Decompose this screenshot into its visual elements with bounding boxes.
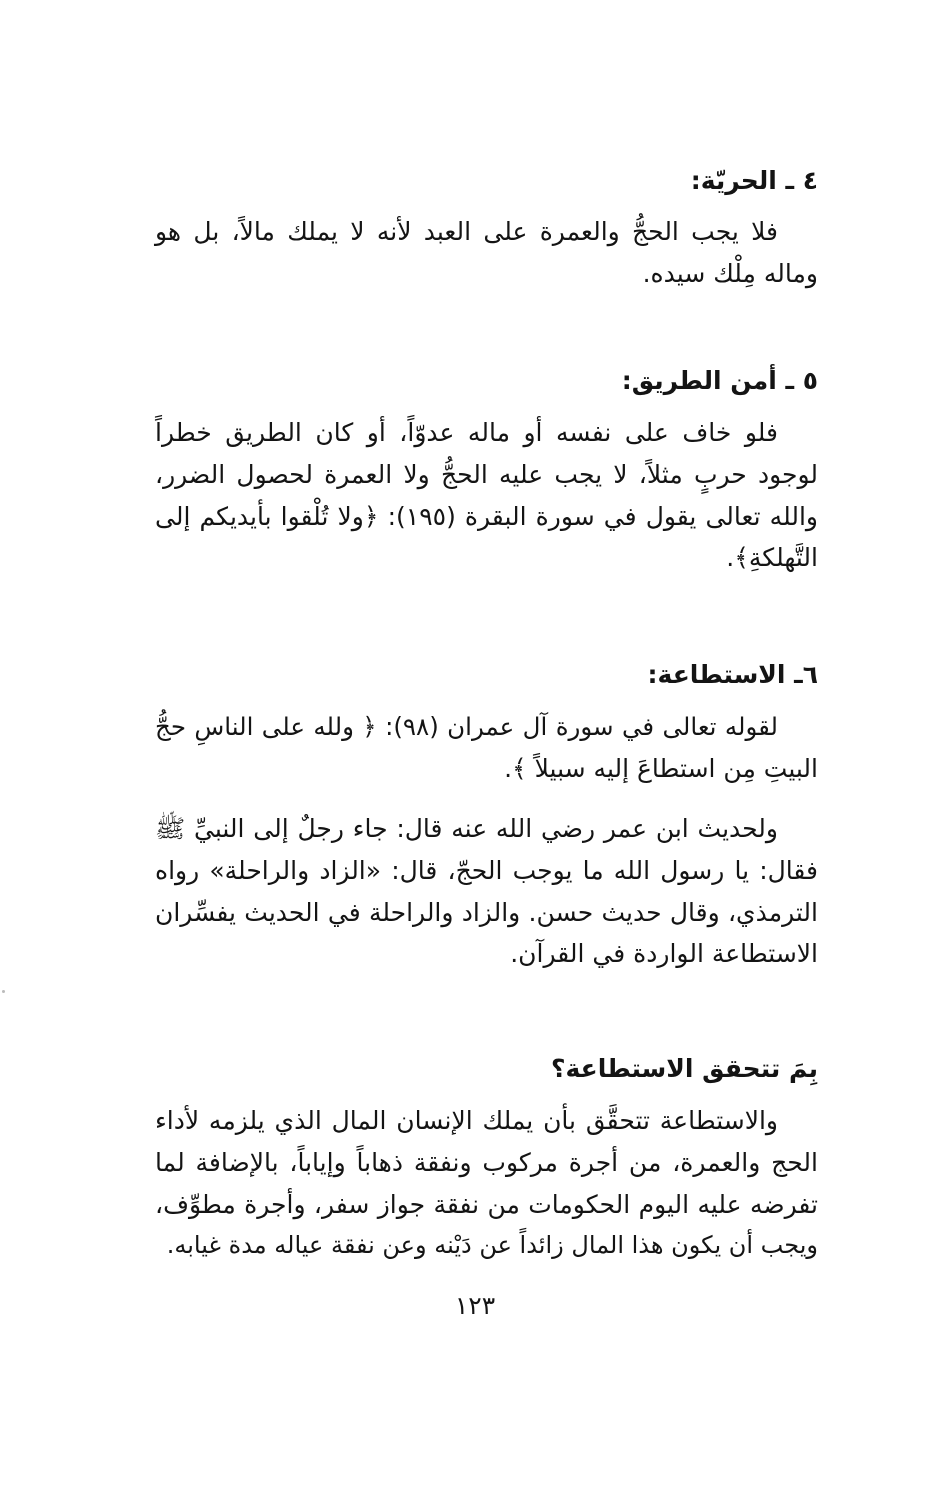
text-line: ولحديث ابن عمر رضي الله عنه قال: جاء رجلٌ إلى النبيِّ ﷺ bbox=[155, 814, 778, 843]
paragraph-road-safety bbox=[155, 412, 818, 579]
text-line: فلا يجب الحجُّ والعمرة على العبد لأنه لا يملك مالاً، بل هو bbox=[155, 217, 778, 246]
text-line: الترمذي، وقال حديث حسن. والزاد والراحلة في الحديث يفسِّران bbox=[155, 897, 818, 927]
section-heading-road-safety: ٥ ـ أمن الطريق: bbox=[621, 366, 818, 395]
paragraph-how-ability bbox=[155, 1100, 818, 1267]
text-line: ويجب أن يكون هذا المال زائداً عن دَيْنه وعن نفقة عياله مدة غيابه. bbox=[166, 1231, 818, 1260]
text-line: البيتِ مِن استطاعَ إليه سبيلاً ﴾. bbox=[504, 753, 818, 783]
margin-speck bbox=[2, 990, 5, 993]
section-heading-freedom: ٤ ـ الحريّة: bbox=[690, 166, 818, 195]
text-line: التَّهلكةِ﴾. bbox=[726, 543, 818, 573]
page-number: ١٢٣ bbox=[454, 1291, 496, 1320]
text-line: فلو خاف على نفسه أو ماله عدوّاً، أو كان الطريق خطراً bbox=[155, 418, 778, 447]
text-line: والله تعالى يقول في سورة البقرة (١٩٥): ﴿ولا تُلْقوا بأيديكم إلى bbox=[155, 501, 818, 531]
text-line: وماله مِلْك سيده. bbox=[642, 258, 818, 288]
section-heading-ability: ٦ـ الاستطاعة: bbox=[647, 660, 818, 689]
text-line: تفرضه عليه اليوم الحكومات من نفقة جواز سفر، وأجرة مطوِّف، bbox=[155, 1189, 818, 1219]
text-line: فقال: يا رسول الله ما يوجب الحجّ، قال: «الزاد والراحلة» رواه bbox=[155, 855, 818, 885]
paragraph-ability-verse bbox=[155, 706, 818, 790]
paragraph-ability-hadith bbox=[155, 808, 818, 975]
text-line: لقوله تعالى في سورة آل عمران (٩٨): ﴿ ولله على الناسِ حجُّ bbox=[155, 712, 778, 741]
section-heading-how-ability: بِمَ تتحقق الاستطاعة؟ bbox=[551, 1054, 818, 1083]
text-line: والاستطاعة تتحقَّق بأن يملك الإنسان المال الذي يلزمه لأداء bbox=[155, 1106, 778, 1135]
text-line: الحج والعمرة، من أجرة مركوب ونفقة ذهاباً وإياباً، بالإضافة لما bbox=[155, 1147, 818, 1177]
text-line: الاستطاعة الواردة في القرآن. bbox=[510, 939, 818, 969]
text-line: لوجود حربٍ مثلاً، لا يجب عليه الحجُّ ولا العمرة لحصول الضرر، bbox=[155, 459, 818, 489]
paragraph-freedom bbox=[155, 211, 818, 295]
